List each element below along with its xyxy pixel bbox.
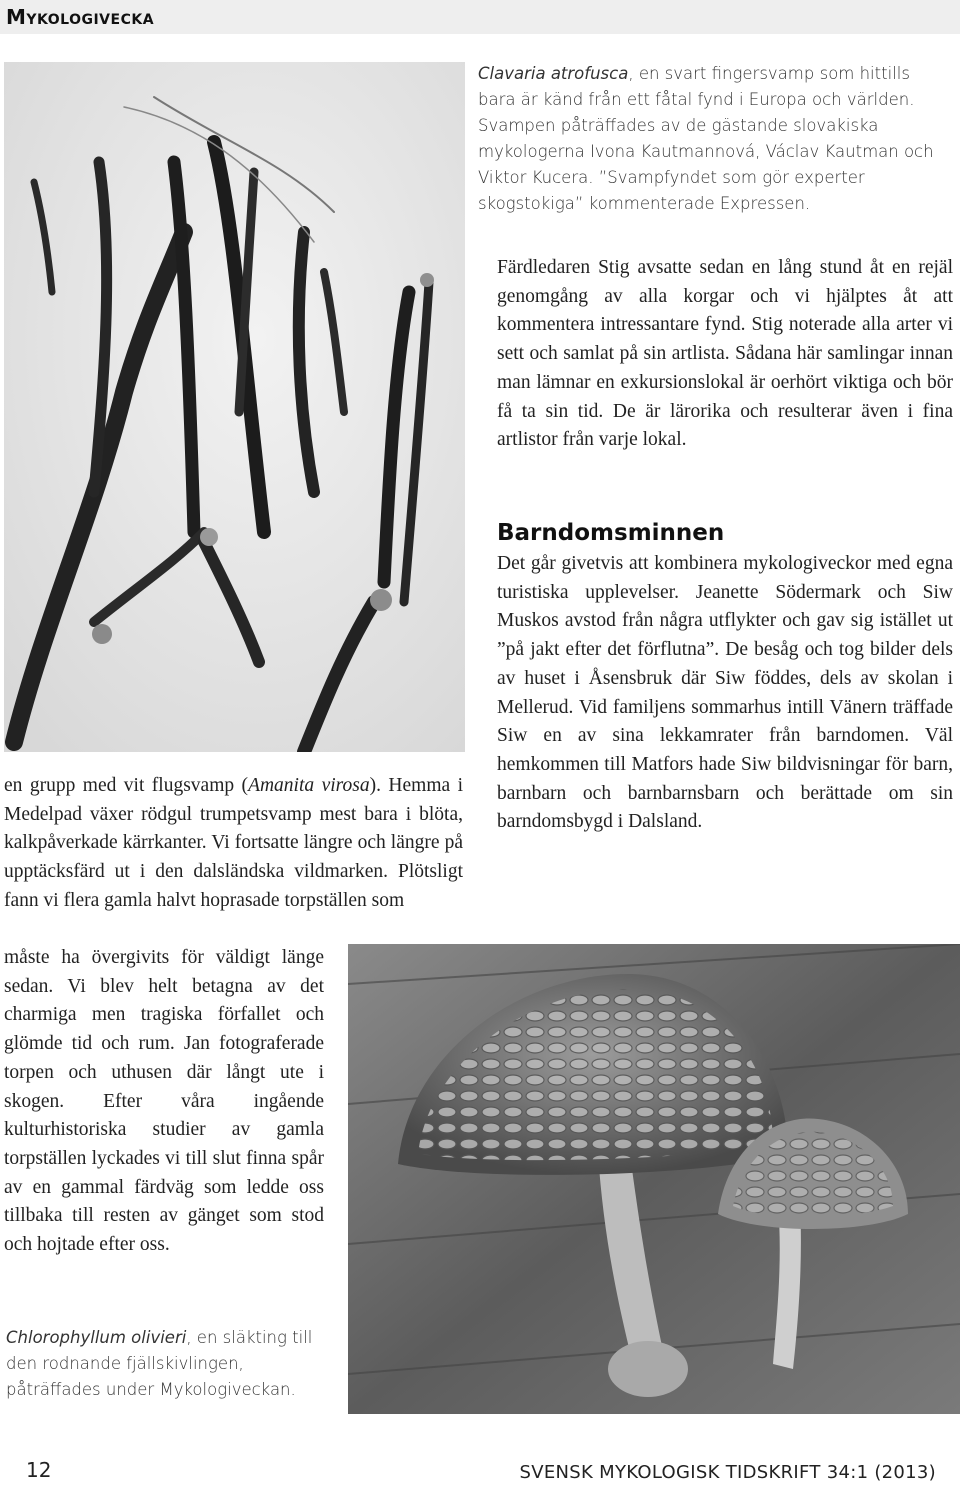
chlorophyllum-illustration [348, 944, 960, 1414]
clavaria-caption [478, 61, 952, 217]
clavaria-illustration [4, 62, 465, 752]
caption-text: , en svart fingersvamp som hittills bara är känd från ett fåtal fynd i Europa och världen. Svampen påträffades av de gästande slovakiska mykologerna Ivona Kautmannová, Václav Kautman och Viktor Kucera. ”Svampfyndet som gör experter skogstokiga” kommenterade Expressen. [478, 64, 934, 213]
clavaria-photo [4, 62, 465, 752]
barndom-paragraph: Det går givetvis att kombinera mykologiveckor med egna turistiska upplevelser. Jeanette Södermark och Siw Muskos avstod från några utflykter och gav sig istället ut ”på jakt efter det förflutna”. De besåg och tog bilder dels av huset i Åsensbruk där Siw föddes, dels av skolan i Mellerud. Vid familjens sommarhus intill Vänern träffade Siw en av sina lekkamrater från barndomen. Väl hemkommen till Matfors hade Siw bildvisningar för barn, barnbarn och barnbarnsbarn och berättade om sin barndomsbygd i Dalsland. [497, 553, 953, 833]
page-number: 12 [26, 1458, 52, 1482]
chlorophyllum-caption [6, 1325, 338, 1403]
caption-species-name: Clavaria atrofusca [478, 64, 629, 83]
left-lead: en grupp med vit flugsvamp ( [4, 775, 249, 796]
chlorophyllum-photo [348, 944, 960, 1414]
section-title: Mykologivecka [6, 5, 155, 29]
left-lead-end: ). [369, 775, 381, 796]
left-column-narrow-text: måste ha övergivits för väldigt länge sedan. Vi blev helt betagna av det charmiga men tragiska förfallet och glömde tid och rum. Jan fotograferade torpen och uthusen där långt ute i skogen. Efter våra ingående kulturhistoriska studier av gamla torpställen lyckades vi till slut finna spår av en gammal färdväg som ledde oss tillbaka till resten av gänget som stod och hojtade efter oss. [4, 947, 324, 1256]
guide-paragraph: Färdledaren Stig avsatte sedan en lång stund åt en rejäl genomgång av alla korgar och vi hjälptes åt att kommentera intressantare fynd. Stig noterade alla arter vi sett och samlat på sin artlista. Sådana här samlingar innan man lämnar en exkursionslokal är oerhört viktiga och bör få ta sin tid. De är lärorika och resulterar även i fina artlistor från varje lokal. [497, 257, 953, 451]
left-wide-rest: Hemma i Medelpad växer rödgul trumpetsvamp mest bara i blöta, kalkpåverkade kärrkanter. Vi fortsatte längre och längre på upptäcksfärd ut i den dalsländska vildmarken. Plötsligt fann vi flera gamla halvt hoprasade torpställen som [4, 775, 464, 911]
subheading-barndomsminnen: Barndomsminnen [497, 520, 725, 546]
section-header-bar [0, 0, 960, 34]
caption-species-name: Chlorophyllum olivieri [6, 1328, 187, 1347]
journal-title: SVENSK MYKOLOGISK TIDSKRIFT 34:1 (2013) [519, 1462, 936, 1483]
left-column-wide-text [4, 772, 463, 944]
caption-text: , en släkting till den rodnande fjällskivlingen, påträffades under Mykologiveckan. [6, 1328, 313, 1399]
left-species-name: Amanita virosa [248, 775, 370, 796]
